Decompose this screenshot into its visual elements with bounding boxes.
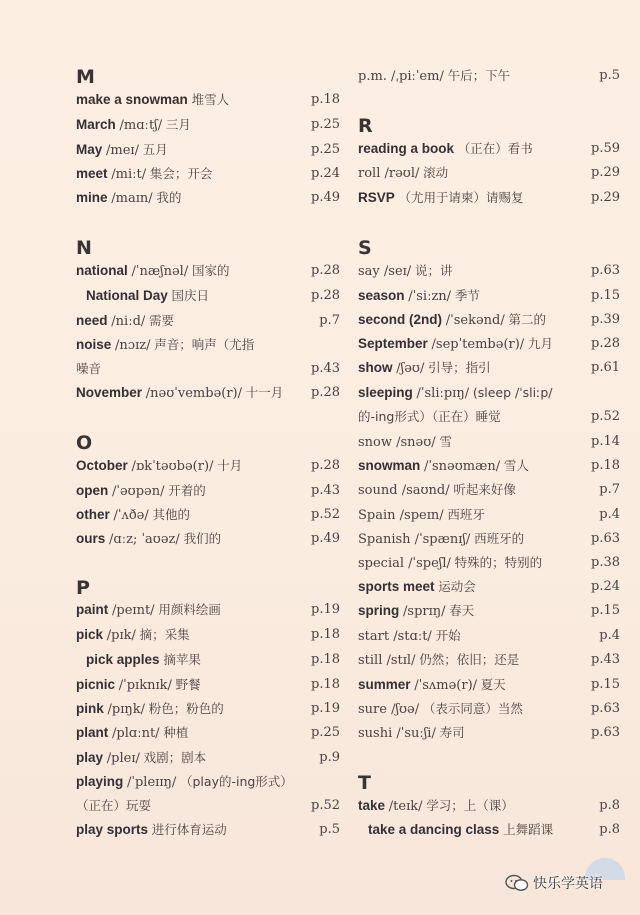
- entry-page-ref: p.5: [599, 68, 620, 83]
- entry-meaning: 用颜料绘画: [158, 602, 221, 617]
- entry-word: play sports: [76, 822, 149, 837]
- entry-phonetic: sure /ʃʊə/: [358, 702, 420, 717]
- entry-page-ref: p.63: [591, 531, 620, 546]
- entry-word: noise: [76, 337, 112, 352]
- entry-page-ref: p.28: [311, 263, 340, 278]
- watermark: [505, 868, 603, 898]
- glossary-entry: [76, 186, 338, 210]
- glossary-entry: [358, 405, 620, 429]
- entry-page-ref: p.5: [319, 822, 340, 837]
- entry-page-ref: p.4: [599, 628, 620, 643]
- entry-phonetic: special /ˈspeʃl/: [358, 556, 451, 571]
- entry-page-ref: p.19: [311, 602, 340, 617]
- entry-page-ref: p.15: [591, 288, 620, 303]
- entry-meaning: 摘；采集: [139, 627, 190, 642]
- glossary-entry: [358, 332, 620, 356]
- entry-phonetic: /maɪn/: [111, 191, 153, 206]
- entry-page-ref: p.25: [311, 142, 340, 157]
- entry-phonetic: /meɪ/: [106, 143, 139, 158]
- section-letter: P: [76, 577, 90, 599]
- entry-page-ref: p.28: [311, 288, 340, 303]
- glossary-entry: [76, 598, 338, 622]
- entry-page-ref: p.18: [311, 677, 340, 692]
- entry-meaning: 引导；指引: [428, 360, 491, 375]
- entry-meaning: 进行体育运动: [151, 822, 227, 837]
- entry-page-ref: p.43: [591, 652, 620, 667]
- glossary-entry: [358, 697, 620, 721]
- entry-phonetic: start /stɑːt/: [358, 629, 432, 644]
- entry-phonetic: /nɔɪz/: [115, 338, 151, 353]
- section-letter: S: [358, 237, 372, 259]
- entry-phonetic: /pleɪ/: [106, 751, 140, 766]
- entry-meaning: 运动会: [438, 579, 476, 594]
- entry-page-ref: p.49: [311, 531, 340, 546]
- glossary-entry: [76, 673, 338, 697]
- glossary-entry: [76, 770, 338, 794]
- glossary-entry: [358, 478, 620, 502]
- entry-phonetic: /sprɪŋ/: [403, 604, 446, 619]
- entry-page-ref: p.25: [311, 117, 340, 132]
- entry-meaning: 雪人: [503, 458, 529, 473]
- entry-meaning: 我的: [156, 190, 182, 205]
- entry-phonetic: /pɪk/: [106, 628, 136, 643]
- entry-meaning: （表示同意）当然: [422, 701, 523, 716]
- glossary-entry: [76, 479, 338, 503]
- glossary-entry: [358, 673, 620, 697]
- entry-phonetic: /ˈʌðə/: [113, 508, 149, 523]
- entry-page-ref: p.15: [591, 677, 620, 692]
- section-letter: T: [358, 772, 371, 794]
- entry-page-ref: p.8: [599, 822, 620, 837]
- entry-phonetic: /ˈsliːpɪŋ/: [416, 386, 470, 401]
- entry-word: snowman: [358, 458, 421, 473]
- entry-page-ref: p.59: [591, 141, 620, 156]
- entry-meaning: （正在）看书: [457, 141, 533, 156]
- section-letter: R: [358, 115, 373, 137]
- entry-phonetic: /ˈpleɪɪŋ/: [127, 775, 177, 790]
- entry-meaning: 西班牙的: [474, 531, 525, 546]
- entry-page-ref: p.28: [311, 385, 340, 400]
- entry-meaning: 戏剧；剧本: [143, 750, 207, 765]
- entry-meaning: 雪: [439, 434, 452, 449]
- entry-meaning: 学习；上（课）: [426, 798, 514, 813]
- entry-meaning: 的-ing形式）（正在）睡觉: [358, 409, 501, 424]
- entry-page-ref: p.8: [599, 798, 620, 813]
- entry-page-ref: p.63: [591, 701, 620, 716]
- glossary-entry: [358, 161, 620, 185]
- entry-word: playing: [76, 774, 124, 789]
- entry-meaning: 十一月: [245, 385, 284, 400]
- entry-phonetic: sound /saʊnd/: [358, 483, 450, 498]
- entry-meaning: 我们的: [183, 531, 222, 546]
- entry-page-ref: p.7: [319, 313, 340, 328]
- glossary-entry: [76, 138, 338, 162]
- entry-word: reading a book: [358, 141, 455, 156]
- glossary-entry: [76, 357, 338, 381]
- section-letter: N: [76, 237, 92, 259]
- glossary-entry: [358, 624, 620, 648]
- entry-word: picnic: [76, 677, 116, 692]
- entry-meaning: 需要: [149, 313, 175, 328]
- glossary-entry: [76, 503, 338, 527]
- entry-phonetic: /ɑːz; ˈaʊəz/: [109, 532, 180, 547]
- entry-meaning: 野餐: [175, 677, 201, 692]
- watermark-text: 快乐学英语: [533, 876, 603, 892]
- glossary-entry: [76, 259, 338, 283]
- entry-phonetic: Spanish /ˈspænɪʃ/: [358, 532, 471, 547]
- entry-word: other: [76, 507, 110, 522]
- entry-meaning: 粉色；粉色的: [148, 701, 224, 716]
- entry-phonetic: /niːd/: [111, 314, 146, 329]
- glossary-entry: [358, 599, 620, 623]
- glossary-entry: [76, 746, 338, 770]
- entry-word: open: [76, 483, 109, 498]
- entry-meaning: 国家的: [191, 263, 230, 278]
- entry-word: National Day: [86, 288, 168, 303]
- entry-meaning: 第二的: [508, 312, 547, 327]
- entry-phonetic: /ˈsnəʊmæn/: [424, 459, 501, 474]
- glossary-entry: [358, 356, 620, 380]
- entry-word: second (2nd): [358, 312, 443, 327]
- glossary-entry: [358, 308, 620, 332]
- entry-phonetic: /ˈsiːzn/: [408, 289, 452, 304]
- entry-word: pick: [76, 627, 104, 642]
- entry-phonetic: /sepˈtembə(r)/: [431, 337, 525, 352]
- glossary-entry: [368, 818, 620, 842]
- entry-page-ref: p.52: [311, 507, 340, 522]
- entry-page-ref: p.43: [311, 483, 340, 498]
- entry-phonetic: roll /rəʊl/: [358, 166, 420, 181]
- glossary-entry: [76, 381, 338, 405]
- entry-word: September: [358, 336, 428, 351]
- entry-word: national: [76, 263, 128, 278]
- glossary-entry: [358, 381, 620, 405]
- entry-phonetic: still /stɪl/: [358, 653, 416, 668]
- entry-page-ref: p.49: [311, 190, 340, 205]
- entry-meaning: （尤用于请柬）请赐复: [398, 190, 524, 205]
- entry-meaning: 午后；下午: [447, 68, 511, 83]
- glossary-entry: [358, 551, 620, 575]
- entry-meaning: 开着的: [168, 483, 206, 498]
- glossary-entry: [76, 454, 338, 478]
- entry-page-ref: p.52: [311, 798, 340, 813]
- glossary-entry: [358, 137, 620, 161]
- entry-page-ref: p.14: [591, 434, 620, 449]
- entry-word: pick apples: [86, 652, 160, 667]
- glossary-entry: [76, 697, 338, 721]
- entry-meaning: 集会；开会: [149, 166, 213, 181]
- entry-word: show: [358, 360, 393, 375]
- entry-page-ref: p.18: [311, 627, 340, 642]
- entry-meaning: 滚动: [423, 165, 449, 180]
- glossary-entry: [358, 284, 620, 308]
- entry-meaning: 其他的: [152, 507, 190, 522]
- entry-word: ours: [76, 531, 106, 546]
- entry-phonetic: /miːt/: [111, 167, 147, 182]
- entry-page-ref: p.29: [591, 190, 620, 205]
- glossary-entry: [76, 333, 338, 357]
- glossary-entry: [358, 430, 620, 454]
- entry-page-ref: p.18: [311, 652, 340, 667]
- entry-page-ref: p.18: [311, 92, 340, 107]
- entry-word: take a dancing class: [368, 822, 500, 837]
- section-letter: O: [76, 432, 93, 454]
- entry-page-ref: p.28: [311, 458, 340, 473]
- entry-page-ref: p.18: [591, 458, 620, 473]
- entry-page-ref: p.25: [311, 725, 340, 740]
- entry-word: mine: [76, 190, 108, 205]
- glossary-entry: [358, 575, 620, 599]
- entry-page-ref: p.38: [591, 555, 620, 570]
- entry-page-ref: p.29: [591, 165, 620, 180]
- entry-phonetic: /ˈpɪknɪk/: [118, 678, 172, 693]
- glossary-entry: [358, 454, 620, 478]
- entry-meaning: 噪音: [76, 361, 102, 376]
- section-letter: M: [76, 66, 95, 88]
- entry-meaning: 春天: [449, 603, 475, 618]
- entry-meaning: 特殊的；特别的: [454, 555, 543, 570]
- glossary-entry: [86, 648, 338, 672]
- entry-meaning: 夏天: [480, 677, 506, 692]
- entry-phonetic: sushi /ˈsuːʃi/: [358, 726, 436, 741]
- glossary-entry: [76, 88, 338, 112]
- entry-page-ref: p.63: [591, 263, 620, 278]
- entry-word: make a snowman: [76, 92, 188, 107]
- entry-phonetic: p.m. /ˌpiːˈem/: [358, 69, 444, 84]
- entry-page-ref: p.52: [591, 409, 620, 424]
- entry-meaning: 上舞蹈课: [503, 822, 554, 837]
- glossary-entry: [76, 309, 338, 333]
- entry-word: paint: [76, 602, 109, 617]
- entry-meaning: 季节: [454, 288, 480, 303]
- entry-phonetic: /ˈsekənd/: [445, 313, 505, 328]
- entry-meaning: （正在）玩耍: [76, 798, 152, 813]
- entry-word: summer: [358, 677, 411, 692]
- entry-meaning: 九月: [527, 336, 553, 351]
- entry-meaning: 说；讲: [414, 263, 453, 278]
- entry-phonetic: /ˈnæʃnəl/: [131, 264, 189, 279]
- entry-phonetic: /ˈəʊpən/: [112, 484, 165, 499]
- entry-meaning: 种植: [163, 725, 189, 740]
- entry-phonetic: /ʃəʊ/: [396, 361, 425, 376]
- entry-word: spring: [358, 603, 400, 618]
- entry-word: need: [76, 313, 108, 328]
- entry-page-ref: p.24: [311, 166, 340, 181]
- glossary-entry: [76, 113, 338, 137]
- entry-meaning: 仍然；依旧；还是: [419, 652, 520, 667]
- entry-phonetic: snow /snəʊ/: [358, 435, 436, 450]
- glossary-entry: [358, 259, 620, 283]
- glossary-entry: [76, 623, 338, 647]
- entry-meaning: 三月: [165, 117, 191, 132]
- entry-meaning: 声音；响声（尤指: [154, 337, 255, 352]
- entry-phonetic: /plɑːnt/: [112, 726, 160, 741]
- entry-word: pink: [76, 701, 104, 716]
- glossary-entry: [76, 794, 338, 818]
- entry-phonetic: /peɪnt/: [112, 603, 155, 618]
- entry-page-ref: p.39: [591, 312, 620, 327]
- entry-phonetic: /ɒkˈtəʊbə(r)/: [131, 459, 214, 474]
- entry-phonetic: /ˈsʌmə(r)/: [414, 678, 478, 693]
- entry-word: sports meet: [358, 579, 435, 594]
- entry-word: plant: [76, 725, 109, 740]
- entry-meaning: (sleep /ˈsliːp/: [472, 385, 553, 400]
- entry-page-ref: p.7: [599, 482, 620, 497]
- glossary-entry: [358, 794, 620, 818]
- glossary-entry: [86, 284, 338, 308]
- entry-word: November: [76, 385, 143, 400]
- entry-meaning: （play的-ing形式）: [180, 774, 293, 789]
- entry-word: take: [358, 798, 386, 813]
- entry-word: season: [358, 288, 405, 303]
- entry-meaning: 十月: [217, 458, 243, 473]
- entry-page-ref: p.19: [311, 701, 340, 716]
- glossary-entry: [358, 721, 620, 745]
- entry-word: play: [76, 750, 104, 765]
- entry-meaning: 寿司: [439, 725, 465, 740]
- glossary-entry: [76, 162, 338, 186]
- entry-word: meet: [76, 166, 108, 181]
- glossary-entry: [358, 527, 620, 551]
- entry-meaning: 摘苹果: [163, 652, 201, 667]
- entry-word: RSVP: [358, 190, 395, 205]
- entry-phonetic: /mɑːtʃ/: [119, 118, 163, 133]
- entry-phonetic: /teɪk/: [388, 799, 423, 814]
- entry-page-ref: p.24: [591, 579, 620, 594]
- glossary-entry: [358, 186, 620, 210]
- entry-meaning: 听起来好像: [453, 482, 516, 497]
- entry-phonetic: say /seɪ/: [358, 264, 412, 279]
- entry-phonetic: /nəʊˈvembə(r)/: [145, 386, 242, 401]
- entry-page-ref: p.28: [591, 336, 620, 351]
- entry-meaning: 堆雪人: [191, 92, 230, 107]
- glossary-entry: [76, 818, 338, 842]
- glossary-entry: [76, 721, 338, 745]
- entry-meaning: 西班牙: [447, 507, 485, 522]
- entry-word: October: [76, 458, 128, 473]
- wechat-icon: [505, 873, 529, 893]
- entry-page-ref: p.43: [311, 361, 340, 376]
- entry-page-ref: p.4: [599, 507, 620, 522]
- entry-page-ref: p.9: [319, 750, 340, 765]
- entry-meaning: 国庆日: [171, 288, 210, 303]
- entry-meaning: 开始: [435, 628, 461, 643]
- entry-word: May: [76, 142, 103, 157]
- glossary-entry: [358, 64, 620, 88]
- glossary-entry: [76, 527, 338, 551]
- entry-word: March: [76, 117, 116, 132]
- entry-meaning: 五月: [142, 142, 168, 157]
- glossary-entry: [358, 503, 620, 527]
- entry-word: sleeping: [358, 385, 413, 400]
- entry-phonetic: /pɪŋk/: [107, 702, 146, 717]
- glossary-entry: [358, 648, 620, 672]
- entry-phonetic: Spain /speɪn/: [358, 508, 444, 523]
- entry-page-ref: p.63: [591, 725, 620, 740]
- entry-page-ref: p.15: [591, 603, 620, 618]
- entry-page-ref: p.61: [591, 360, 620, 375]
